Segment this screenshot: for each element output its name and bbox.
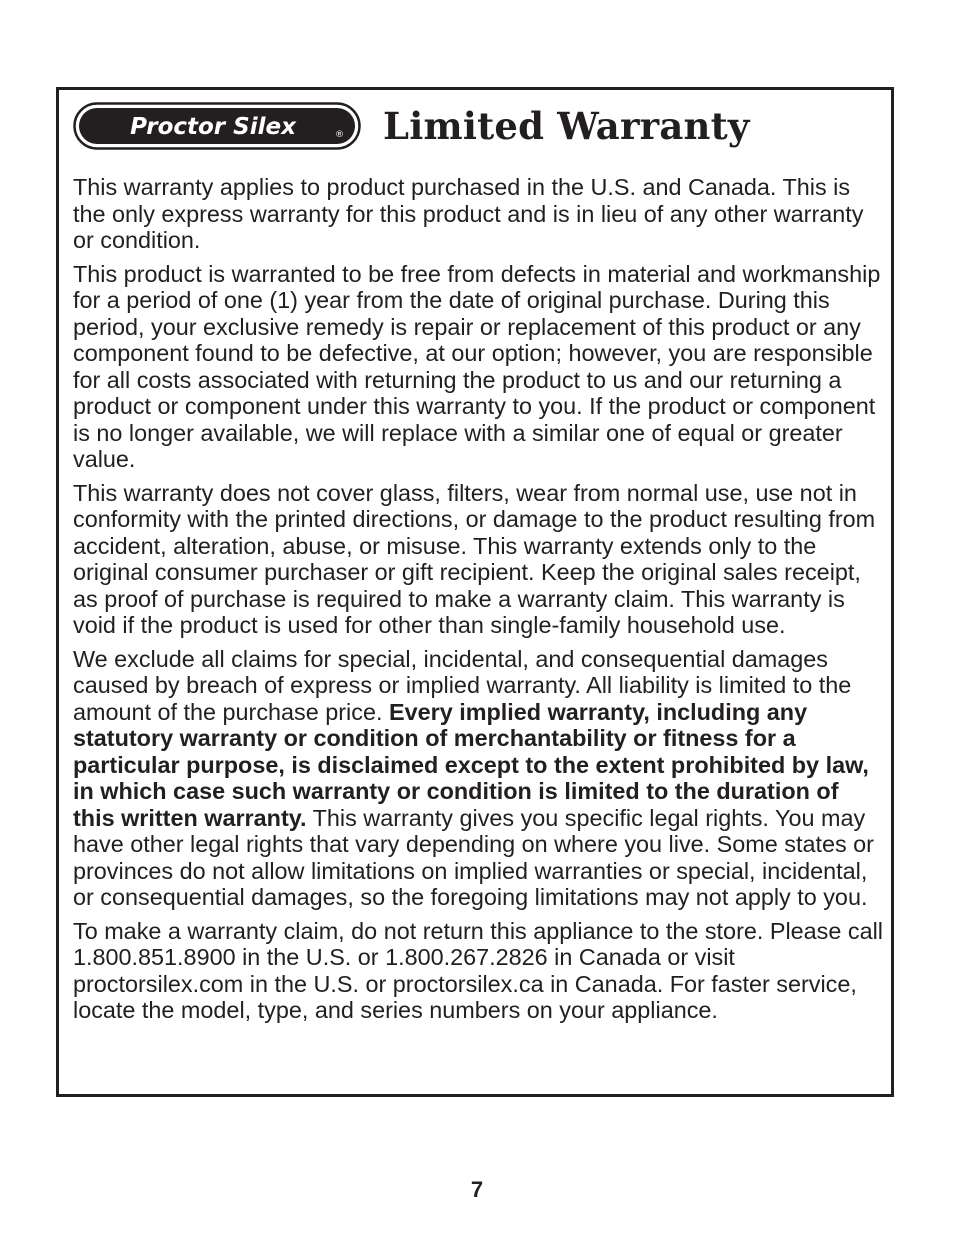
proctor-silex-logo [73, 102, 361, 150]
paragraph-coverage-scope: This warranty applies to product purchased in the U.S. and Canada. This is the only express warranty for this product and is in lieu of any other warranty or condition. [73, 174, 864, 253]
logo-registered-mark: ® [335, 130, 344, 140]
liability-text: We exclude all claims for special, incidental, and consequential damages caused by breach of express or implied warranty. All liability is limited to the amount of the purchase price. [73, 645, 852, 725]
logo-brand-text: Proctor Silex [130, 114, 296, 140]
page-title: Limited Warranty [383, 104, 750, 148]
paragraph-claim-instructions: To make a warranty claim, do not return this appliance to the store. Please call 1.800.851.8900 in the U.S. or 1.800.267.2826 in Canada or visit proctorsilex.com in the U.S. or proctorsilex.ca in Canada. For faster service, locate the model, type, and series numbers on your appliance. [73, 917, 883, 1023]
page-number: 7 [470, 1177, 484, 1202]
logo-badge [73, 102, 361, 150]
paragraph-warranty-term: This product is warranted to be free from defects in material and workmanship for a period of one (1) year from the date of original purchase. During this period, your exclusive remedy is repair or replacement of this product or any component found to be defective, at our option; however, you are responsible for all costs associated with returning the product to us and our returning a product or component under this warranty to you. If the product or component is no longer available, we will replace with a similar one of equal or greater value. [73, 260, 881, 472]
warranty-box [56, 87, 894, 1097]
implied-warranty-disclaimer: Every implied warranty, including any statutory warranty or condition of merchantability or fitness for a particular purpose, is disclaimed except to the extent prohibited by law, in which case such warranty or condition is limited to the duration of this written warranty. [73, 698, 869, 831]
paragraph-liability [73, 646, 885, 911]
legal-rights-text: This warranty gives you specific legal rights. You may have other legal rights that vary depending on where you live. Some states or provinces do not allow limitations on implied warranties or special, incidental, or consequential damages, so the foregoing limitations may not apply to you. [73, 804, 874, 910]
paragraph-exclusions: This warranty does not cover glass, filters, wear from normal use, use not in conformity with the printed directions, or damage to the product resulting from accident, alteration, abuse, or misuse. This warranty extends only to the original consumer purchaser or gift recipient. Keep the original sales receipt, as proof of purchase is required to make a warranty claim. This warranty is void if the product is used for other than single-family household use. [73, 479, 876, 638]
warranty-text [73, 174, 885, 1031]
